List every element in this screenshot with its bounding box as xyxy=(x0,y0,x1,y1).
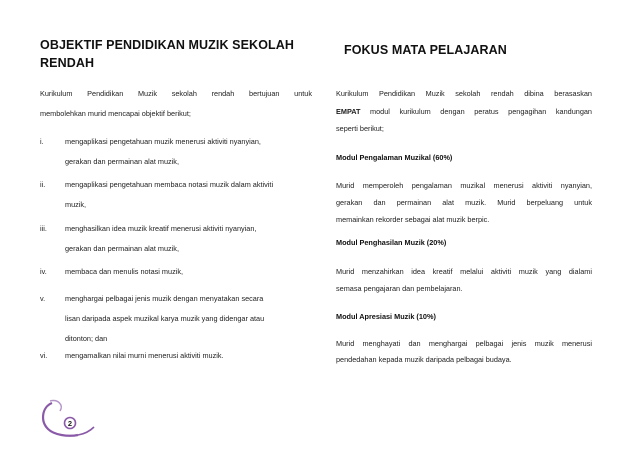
module-heading: Modul Penghasilan Muzik (20%) xyxy=(336,238,447,247)
item-line: ditonton; dan xyxy=(65,334,108,343)
module-heading: Modul Pengalaman Muzikal (60%) xyxy=(336,153,453,162)
item-line: membaca dan menulis notasi muzik, xyxy=(65,267,184,276)
item-line: lisan daripada aspek muzikal karya muzik yang didengar atau xyxy=(65,314,265,323)
item-number: iv. xyxy=(40,267,47,276)
item-text xyxy=(65,346,312,366)
item-line: gerakan dan permainan alat muzik, xyxy=(65,244,179,253)
curl-tail xyxy=(78,427,94,435)
item-line: gerakan dan permainan alat muzik, xyxy=(65,157,179,166)
item-text xyxy=(65,132,312,172)
objective-item xyxy=(40,175,312,215)
module-line: Murid menghayati dan menghargai pelbagai jenis muzik menerusi xyxy=(336,339,592,348)
objective-item xyxy=(40,219,312,259)
item-line: mengaplikasi pengetahuan muzik menerusi aktiviti nyanyian, xyxy=(65,137,261,146)
objective-item xyxy=(40,262,312,282)
module-line: memainkan rekorder sebagai alat muzik berpic. xyxy=(336,215,490,224)
module-line: pendedahan kepada muzik daripada pelbagai budaya. xyxy=(336,355,512,364)
empat-emphasis: EMPAT xyxy=(336,107,361,116)
item-number: iii. xyxy=(40,224,47,233)
item-number: v. xyxy=(40,294,46,303)
module-line: Murid memperoleh pengalaman muzikal menerusi aktiviti nyanyian, xyxy=(336,181,592,190)
item-text xyxy=(65,262,312,282)
item-text xyxy=(65,219,312,259)
objective-item xyxy=(40,132,312,172)
page-number: 2 xyxy=(67,419,73,428)
module-line: gerakan dan permainan alat muzik. Murid berpeluang untuk xyxy=(336,198,592,207)
item-line: mengaplikasi pengetahuan membaca notasi muzik dalam aktiviti xyxy=(65,180,274,189)
item-line: mengamalkan nilai murni menerusi aktiviti muzik. xyxy=(65,351,224,360)
item-line: menghargai pelbagai jenis muzik dengan menyatakan secara xyxy=(65,294,264,303)
right-title: FOKUS MATA PELAJARAN xyxy=(344,43,507,57)
item-number: i. xyxy=(40,137,44,146)
left-intro-line: Kurikulum Pendidikan Muzik sekolah rendah bertujuan untuk xyxy=(40,89,312,98)
left-title-line: OBJEKTIF PENDIDIKAN MUZIK SEKOLAH xyxy=(40,38,295,52)
curl-stroke-inner xyxy=(50,401,61,411)
item-text xyxy=(65,289,312,349)
item-number: ii. xyxy=(40,180,46,189)
module-line: semasa pengajaran dan pembelajaran. xyxy=(336,284,463,293)
objective-item xyxy=(40,346,312,366)
item-number: vi. xyxy=(40,351,48,360)
right-intro-line: seperti berikut; xyxy=(336,124,384,133)
item-line: menghasilkan idea muzik kreatif menerusi aktiviti nyanyian, xyxy=(65,224,257,233)
right-intro-rest: modul kurikulum dengan peratus pengagihan kandungan xyxy=(360,107,592,116)
left-title xyxy=(40,36,312,72)
item-text xyxy=(65,175,312,215)
module-heading: Modul Apresiasi Muzik (10%) xyxy=(336,312,436,321)
objective-item xyxy=(40,289,312,349)
left-title-line: RENDAH xyxy=(40,56,95,70)
right-intro-line: Kurikulum Pendidikan Muzik sekolah rendah dibina berasaskan xyxy=(336,89,592,98)
module-line: Murid menzahirkan idea kreatif melalui aktiviti muzik yang dialami xyxy=(336,267,592,276)
left-intro-line: membolehkan murid mencapai objektif berikut; xyxy=(40,109,191,118)
page-number-emblem xyxy=(38,397,98,439)
item-line: muzik, xyxy=(65,200,87,209)
